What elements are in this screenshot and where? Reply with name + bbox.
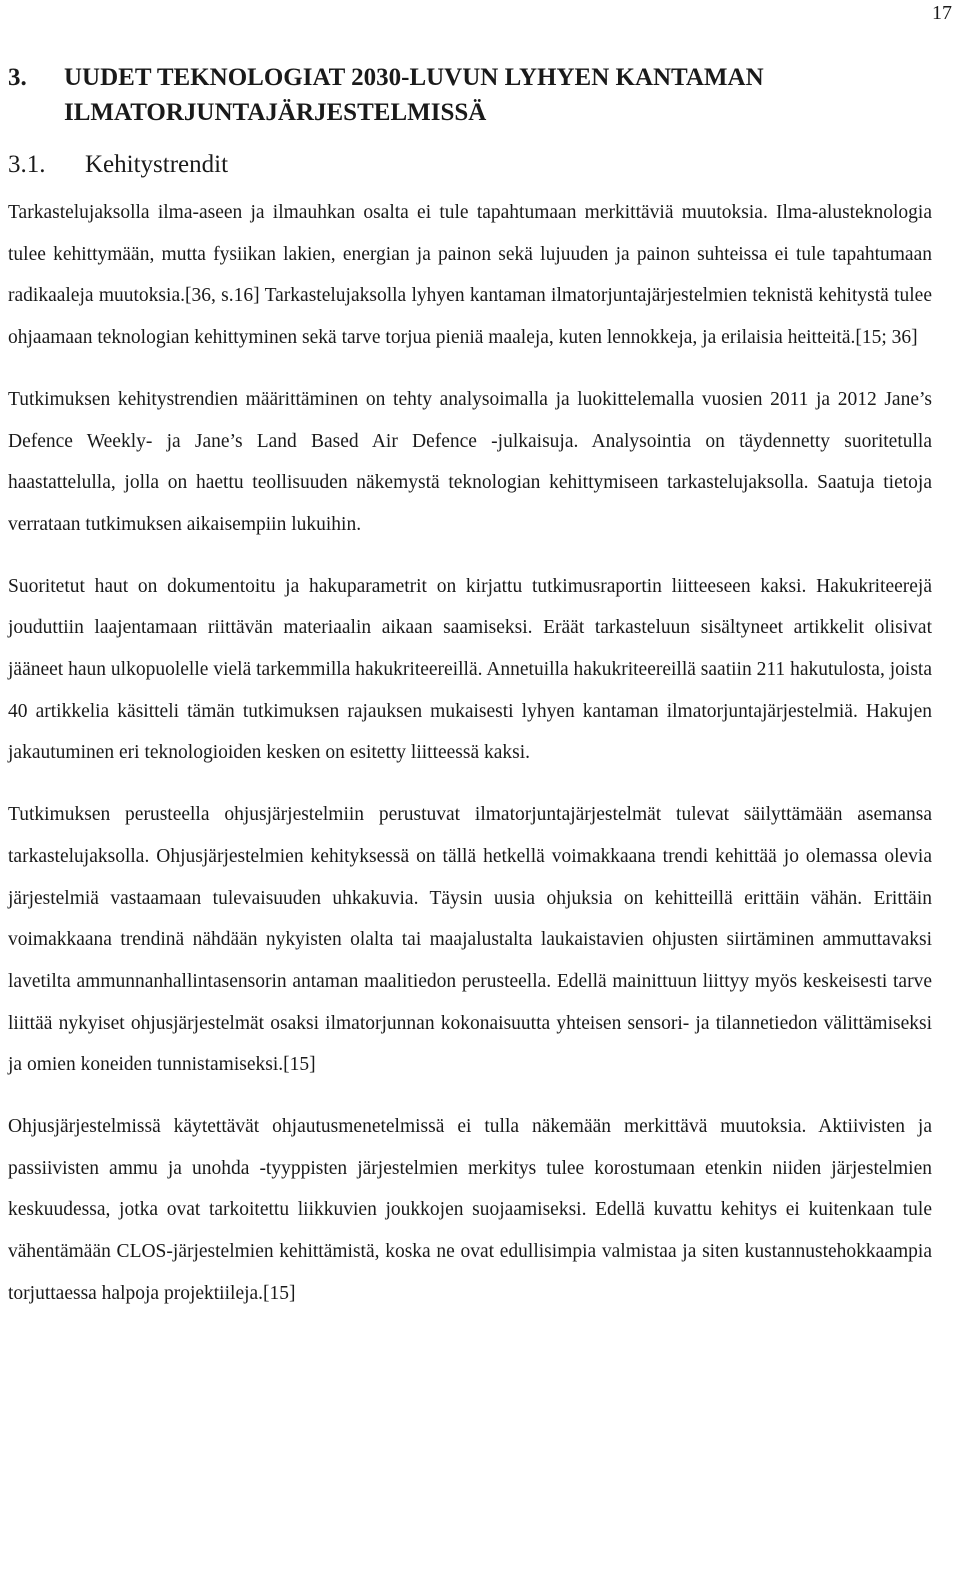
section-title: Kehitystrendit (85, 151, 229, 178)
paragraph: Tutkimuksen perusteella ohjusjärjestelmiin perustuvat ilmatorjuntajärjestelmät tulevat säilyttämään asemansa tarkastelujaksolla. Ohjusjärjestelmien kehityksessä on tällä hetkellä voimakkaana trendi kehittää jo olemassa olevia järjestelmiä vastaamaan tulevaisuuden uhkakuvia. Täysin uusia ohjuksia on kehitteillä erittäin vähän. Erittäin voimakkaana trendinä nähdään nykyisten olalta tai maajalustalta laukaistavien ohjusten siirtäminen ammuttavaksi lavetilta ammunnanhallintasensorin antaman maalitiedon perusteella. Edellä mainittuun liittyy myös keskeisesti tarve liittää nykyiset ohjusjärjestelmät osaksi ilmatorjunnan kokonaisuutta yhteisen sensori- ja tilannetiedon välittämiseksi ja omien koneiden tunnistamiseksi.[15] (8, 804, 932, 1076)
paragraph: Ohjusjärjestelmissä käytettävät ohjautusmenetelmissä ei tulla näkemään merkittävä muutoksia. Aktiivisten ja passiivisten ammu ja unohda -tyyppisten järjestelmien merkitys tulee korostumaan etenkin niiden järjestelmien keskuudessa, jotka ovat tarkoitettu liikkuvien joukkojen suojaamiseksi. Edellä kuvattu kehitys ei kuitenkaan tule vähentämään CLOS-järjestelmien kehittämistä, koska ne ovat edullisimpia valmistaa ja siten kustannustehokkaampia torjuttaessa halpoja projektiileja.[15] (8, 1116, 932, 1304)
paragraph: Tutkimuksen kehitystrendien määrittäminen on tehty analysoimalla ja luokittelemalla vuosien 2011 ja 2012 Jane’s Defence Weekly- ja Jane’s Land Based Air Defence -julkaisuja. Analysointia on täydennetty suoritetulla haastattelulla, jolla on haettu teollisuuden näkemystä teknologian kehittymiseen tarkastelujaksolla. Saatuja tietoja verrataan tutkimuksen aikaisempiin lukuihin. (8, 388, 932, 535)
page-number: 17 (932, 2, 952, 24)
paragraph: Tarkastelujaksolla ilma-aseen ja ilmauhkan osalta ei tule tapahtumaan merkittäviä muutoksia. Ilma-alusteknologia tulee kehittymään, mutta fysiikan lakien, energian ja painon sekä lujuuden ja painon suhteissa ei tule tapahtumaan radikaaleja muutoksia.[36, s.16] Tarkastelujaksolla lyhyen kantaman ilmatorjuntajärjestelmien teknistä kehitystä tulee ohjaamaan teknologian kehittyminen sekä tarve torjua pieniä maaleja, kuten lennokkeja, ja erilaisia heitteitä.[15; 36] (8, 202, 932, 349)
section-number: 3.1. (8, 151, 46, 178)
chapter-heading (8, 60, 932, 130)
paragraph: Suoritetut haut on dokumentoitu ja hakuparametrit on kirjattu tutkimusraportin liitteeseen kaksi. Hakukriteerejä jouduttiin laajentamaan riittävän materiaalin aikaan saamiseksi. Eräät tarkasteluun sisältyneet artikkelit olisivat jääneet haun ulkopuolelle vielä tarkemmilla hakukriteereillä. Annetuilla hakukriteereillä saatiin 211 hakutulosta, joista 40 artikkelia käsitteli tämän tutkimuksen rajauksen mukaisesti lyhyen kantaman ilmatorjuntajärjestelmiä. Hakujen jakautuminen eri teknologioiden kesken on esitetty liitteessä kaksi. (8, 575, 932, 764)
chapter-title: UUDET TEKNOLOGIAT 2030-LUVUN LYHYEN KANTAMAN ILMATORJUNTAJÄRJESTELMISSÄ (64, 64, 764, 126)
section-heading (8, 147, 932, 182)
chapter-number: 3. (8, 64, 27, 91)
document-body (8, 60, 932, 1315)
